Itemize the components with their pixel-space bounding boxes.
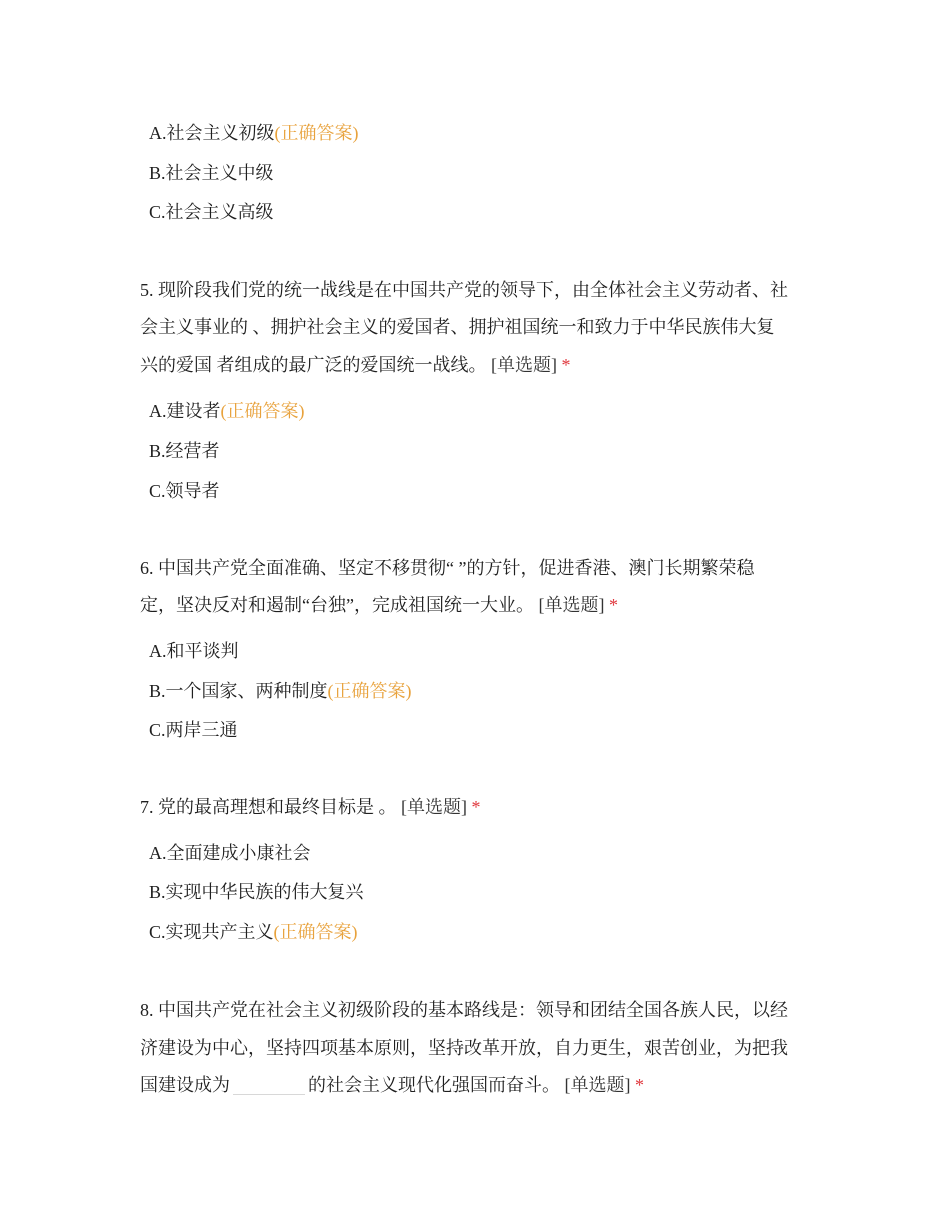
required-mark: * [561,355,571,375]
correct-answer-marker: (正确答案) [274,123,359,143]
required-mark: * [471,797,481,817]
q5-title-line-3 [140,353,571,377]
q6-option-b [149,679,412,703]
q6-option-c [149,718,238,742]
question-text: 国建设成为 [140,1075,230,1095]
option-label: B.实现中华民族的伟大复兴 [149,882,364,902]
correct-answer-marker: (正确答案) [273,922,358,942]
option-label: C.实现共产主义 [149,922,274,942]
q8-title-line-2: 济建设为中心，坚持四项基本原则，坚持改革开放，自力更生，艰苦创业，为把我 [140,1038,788,1058]
correct-answer-marker: (正确答案) [327,681,412,701]
option-label: A.全面建成小康社会 [149,843,311,863]
option-label: C.领导者 [149,481,220,501]
q6-option-a [149,639,239,663]
q5-title-line-2: 会主义事业的 、拥护社会主义的爱国者、拥护祖国统一和致力于中华民族伟大复 [140,317,775,337]
q4-option-a [149,121,359,145]
q4-option-b [149,161,274,185]
option-label: A.和平谈判 [149,641,239,661]
option-label: B.一个国家、两种制度 [149,681,328,701]
question-type-tag: [单选题] [564,1075,631,1095]
option-label: B.经营者 [149,441,220,461]
q7-option-a [149,841,311,865]
required-mark: * [608,595,618,615]
question-text: 7. 党的最高理想和最终目标是 。 [140,797,397,817]
q5-option-c [149,479,220,503]
fill-blank [233,1074,305,1095]
q4-option-c [149,200,274,224]
q5-option-b [149,439,220,463]
option-label: C.两岸三通 [149,720,238,740]
q8-title-line-3 [140,1073,644,1097]
q7-option-b [149,880,364,904]
question-text-continued: 的社会主义现代化强国而奋斗。 [308,1075,560,1095]
q7-option-c [149,920,358,944]
q6-title-line-2 [140,593,618,617]
option-label: A.建设者 [149,401,221,421]
q7-title-line-1 [140,795,481,819]
question-text: 定，坚决反对和遏制“台独”，完成祖国统一大业。 [140,595,534,615]
q8-title-line-1: 8. 中国共产党在社会主义初级阶段的基本路线是：领导和团结全国各族人民，以经 [140,1000,788,1020]
q6-title-line-1: 6. 中国共产党全面准确、坚定不移贯彻“ ”的方针，促进香港、澳门长期繁荣稳 [140,558,755,578]
question-text: 兴的爱国 者组成的最广泛的爱国统一战线。 [140,355,487,375]
option-label: A.社会主义初级 [149,123,275,143]
question-type-tag: [单选题] [401,797,467,817]
q5-option-a [149,399,305,423]
correct-answer-marker: (正确答案) [220,401,305,421]
question-type-tag: [单选题] [538,595,605,615]
question-type-tag: [单选题] [491,355,557,375]
required-mark: * [635,1075,644,1095]
q5-title-line-1: 5. 现阶段我们党的统一战线是在中国共产党的领导下，由全体社会主义劳动者、社 [140,280,788,300]
option-label: C.社会主义高级 [149,202,274,222]
option-label: B.社会主义中级 [149,163,274,183]
